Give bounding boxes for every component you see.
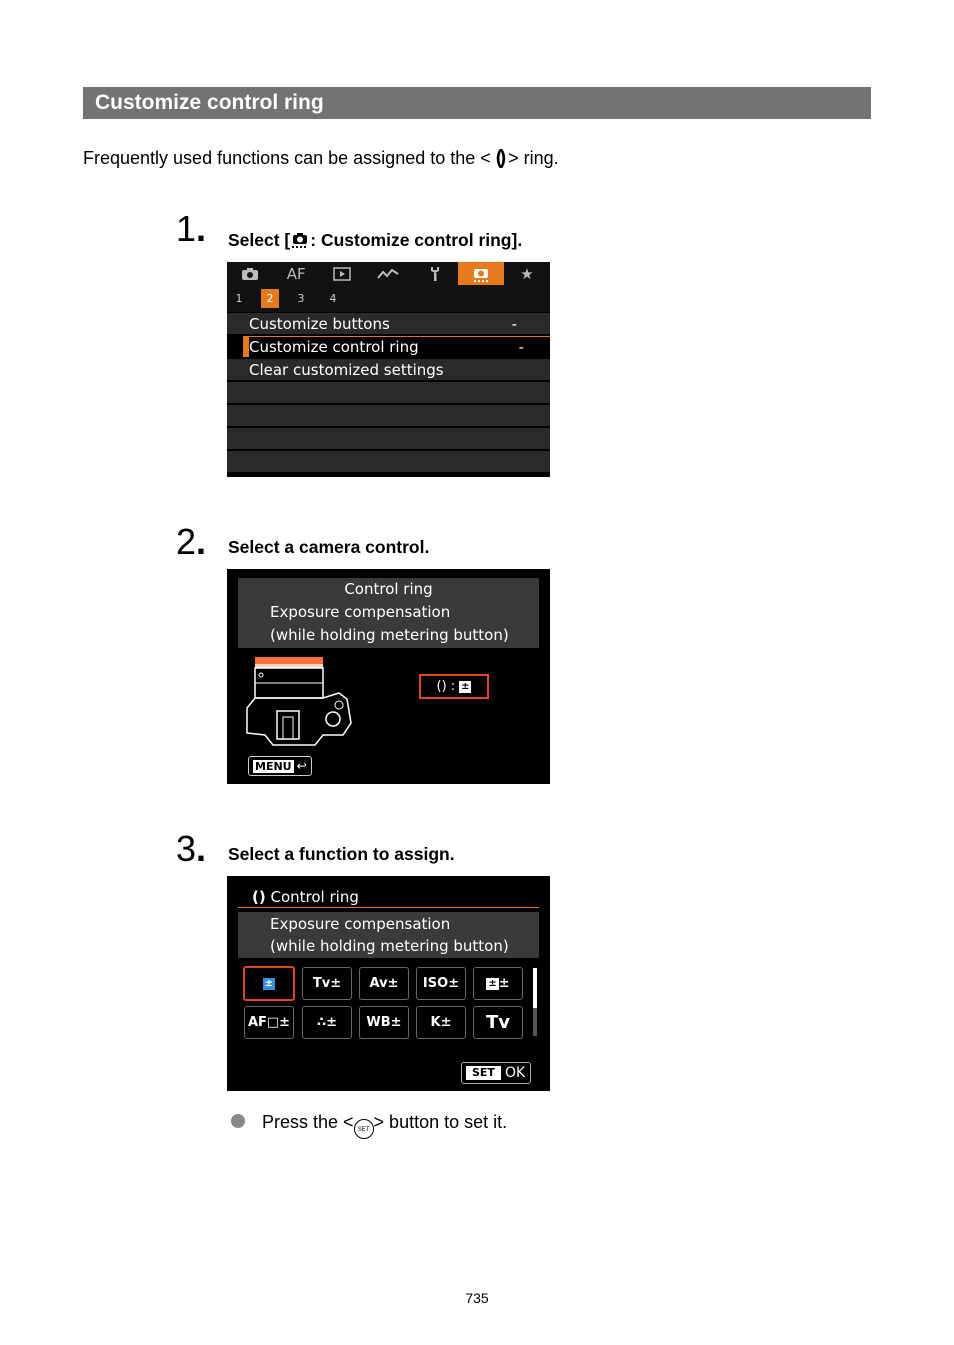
scrollbar[interactable] [533,968,537,1036]
ok-label: OK [504,1065,526,1081]
title-underline [238,907,539,908]
function-tv[interactable]: Tv± [302,967,352,1000]
info-panel [238,578,539,648]
menu-tabs [227,262,550,285]
set-label: SET [466,1066,501,1080]
menu-label: MENU [255,759,292,773]
camera-top-illustration [243,653,355,749]
flash-comp-icon: ± [488,977,497,989]
control-select-screen [227,569,550,784]
tab-shooting[interactable] [227,262,273,285]
function-av[interactable]: Av± [359,967,409,1000]
tab-my-menu[interactable] [504,262,550,285]
function-flash-comp[interactable]: ± ± [473,967,523,1000]
exposure-comp-icon: ± [264,977,274,989]
menu-row-empty [227,450,550,472]
tab-setup[interactable] [412,262,458,285]
step-number-1: 1. [176,208,207,249]
menu-back-button[interactable] [248,756,312,776]
step-text-2: Select a camera control. [228,537,430,557]
camera-icon [241,267,259,281]
intro-text [83,146,559,170]
function-description: Exposure compensation (while holding metering button) [238,912,539,958]
star-icon: ★ [520,264,534,283]
screen-title: () Control ring [252,888,359,906]
assigned-control-badge [419,674,489,699]
function-kelvin[interactable]: K± [416,1006,466,1039]
function-drive[interactable]: ∴ ± [302,1006,352,1039]
function-tv-large[interactable]: Tv [473,1006,523,1039]
drive-icon: ∴ [317,1015,327,1030]
set-button-icon: SET [354,1119,374,1139]
control-ring-icon: () [436,679,447,694]
menu-item-customize-control-ring[interactable]: Customize control ring - [243,335,550,357]
menu-row-empty [227,427,550,449]
subtab-3[interactable]: 3 [297,292,305,305]
menu-row-empty [227,404,550,426]
menu-subtabs [227,285,550,312]
colon-separator: : [450,679,456,694]
menu-row-empty [227,381,550,403]
function-wb[interactable]: WB± [359,1006,409,1039]
tab-af[interactable]: AF [286,264,306,283]
set-ok-button[interactable] [461,1062,531,1084]
control-ring-icon: () [495,147,504,169]
custom-settings-icon [472,266,490,282]
page-number: 735 [465,1290,489,1306]
subtab-1[interactable]: 1 [235,292,243,305]
menu-item-customize-buttons[interactable]: Customize buttons - [227,312,550,334]
intro-after: > ring. [508,148,559,168]
step-number-2: 2. [176,521,207,562]
return-icon: ↩ [296,759,307,773]
play-icon [333,267,351,281]
scrollbar-thumb[interactable] [533,968,537,1008]
menu-item-clear-customized[interactable]: Clear customized settings [227,358,550,380]
camera-menu-screen [227,262,550,477]
subtab-2[interactable]: 2 [261,289,279,308]
tab-wireless[interactable] [365,262,411,285]
step-text-3: Select a function to assign. [228,844,455,864]
subtab-4[interactable]: 4 [329,292,337,305]
info-line-1: Exposure compensation [270,603,451,621]
control-ring-icon: () [252,888,266,906]
tab-custom[interactable] [458,262,504,285]
function-exposure-comp[interactable] [243,966,295,1001]
menu-item-label: Customize control ring [249,337,550,357]
custom-settings-icon [290,232,310,248]
info-title: Control ring [344,580,433,598]
function-select-screen [227,876,550,1091]
exposure-comp-icon: ± [461,680,470,692]
tab-playback[interactable] [319,262,365,285]
intro-before: Frequently used functions can be assigned to the < [83,148,491,168]
wrench-icon [428,266,442,282]
section-title: Customize control ring [83,87,871,119]
step-number-3: 3. [176,828,207,869]
bullet-text: Press the < SET > button to set it. [262,1110,507,1139]
function-af[interactable]: AF□± [244,1006,294,1039]
step-text-1: Select [ : Customize control ring]. [228,230,523,250]
wireless-icon [377,268,399,280]
bullet-point [231,1114,245,1128]
info-line-2: (while holding metering button) [270,626,509,644]
function-iso[interactable]: ISO± [416,967,466,1000]
